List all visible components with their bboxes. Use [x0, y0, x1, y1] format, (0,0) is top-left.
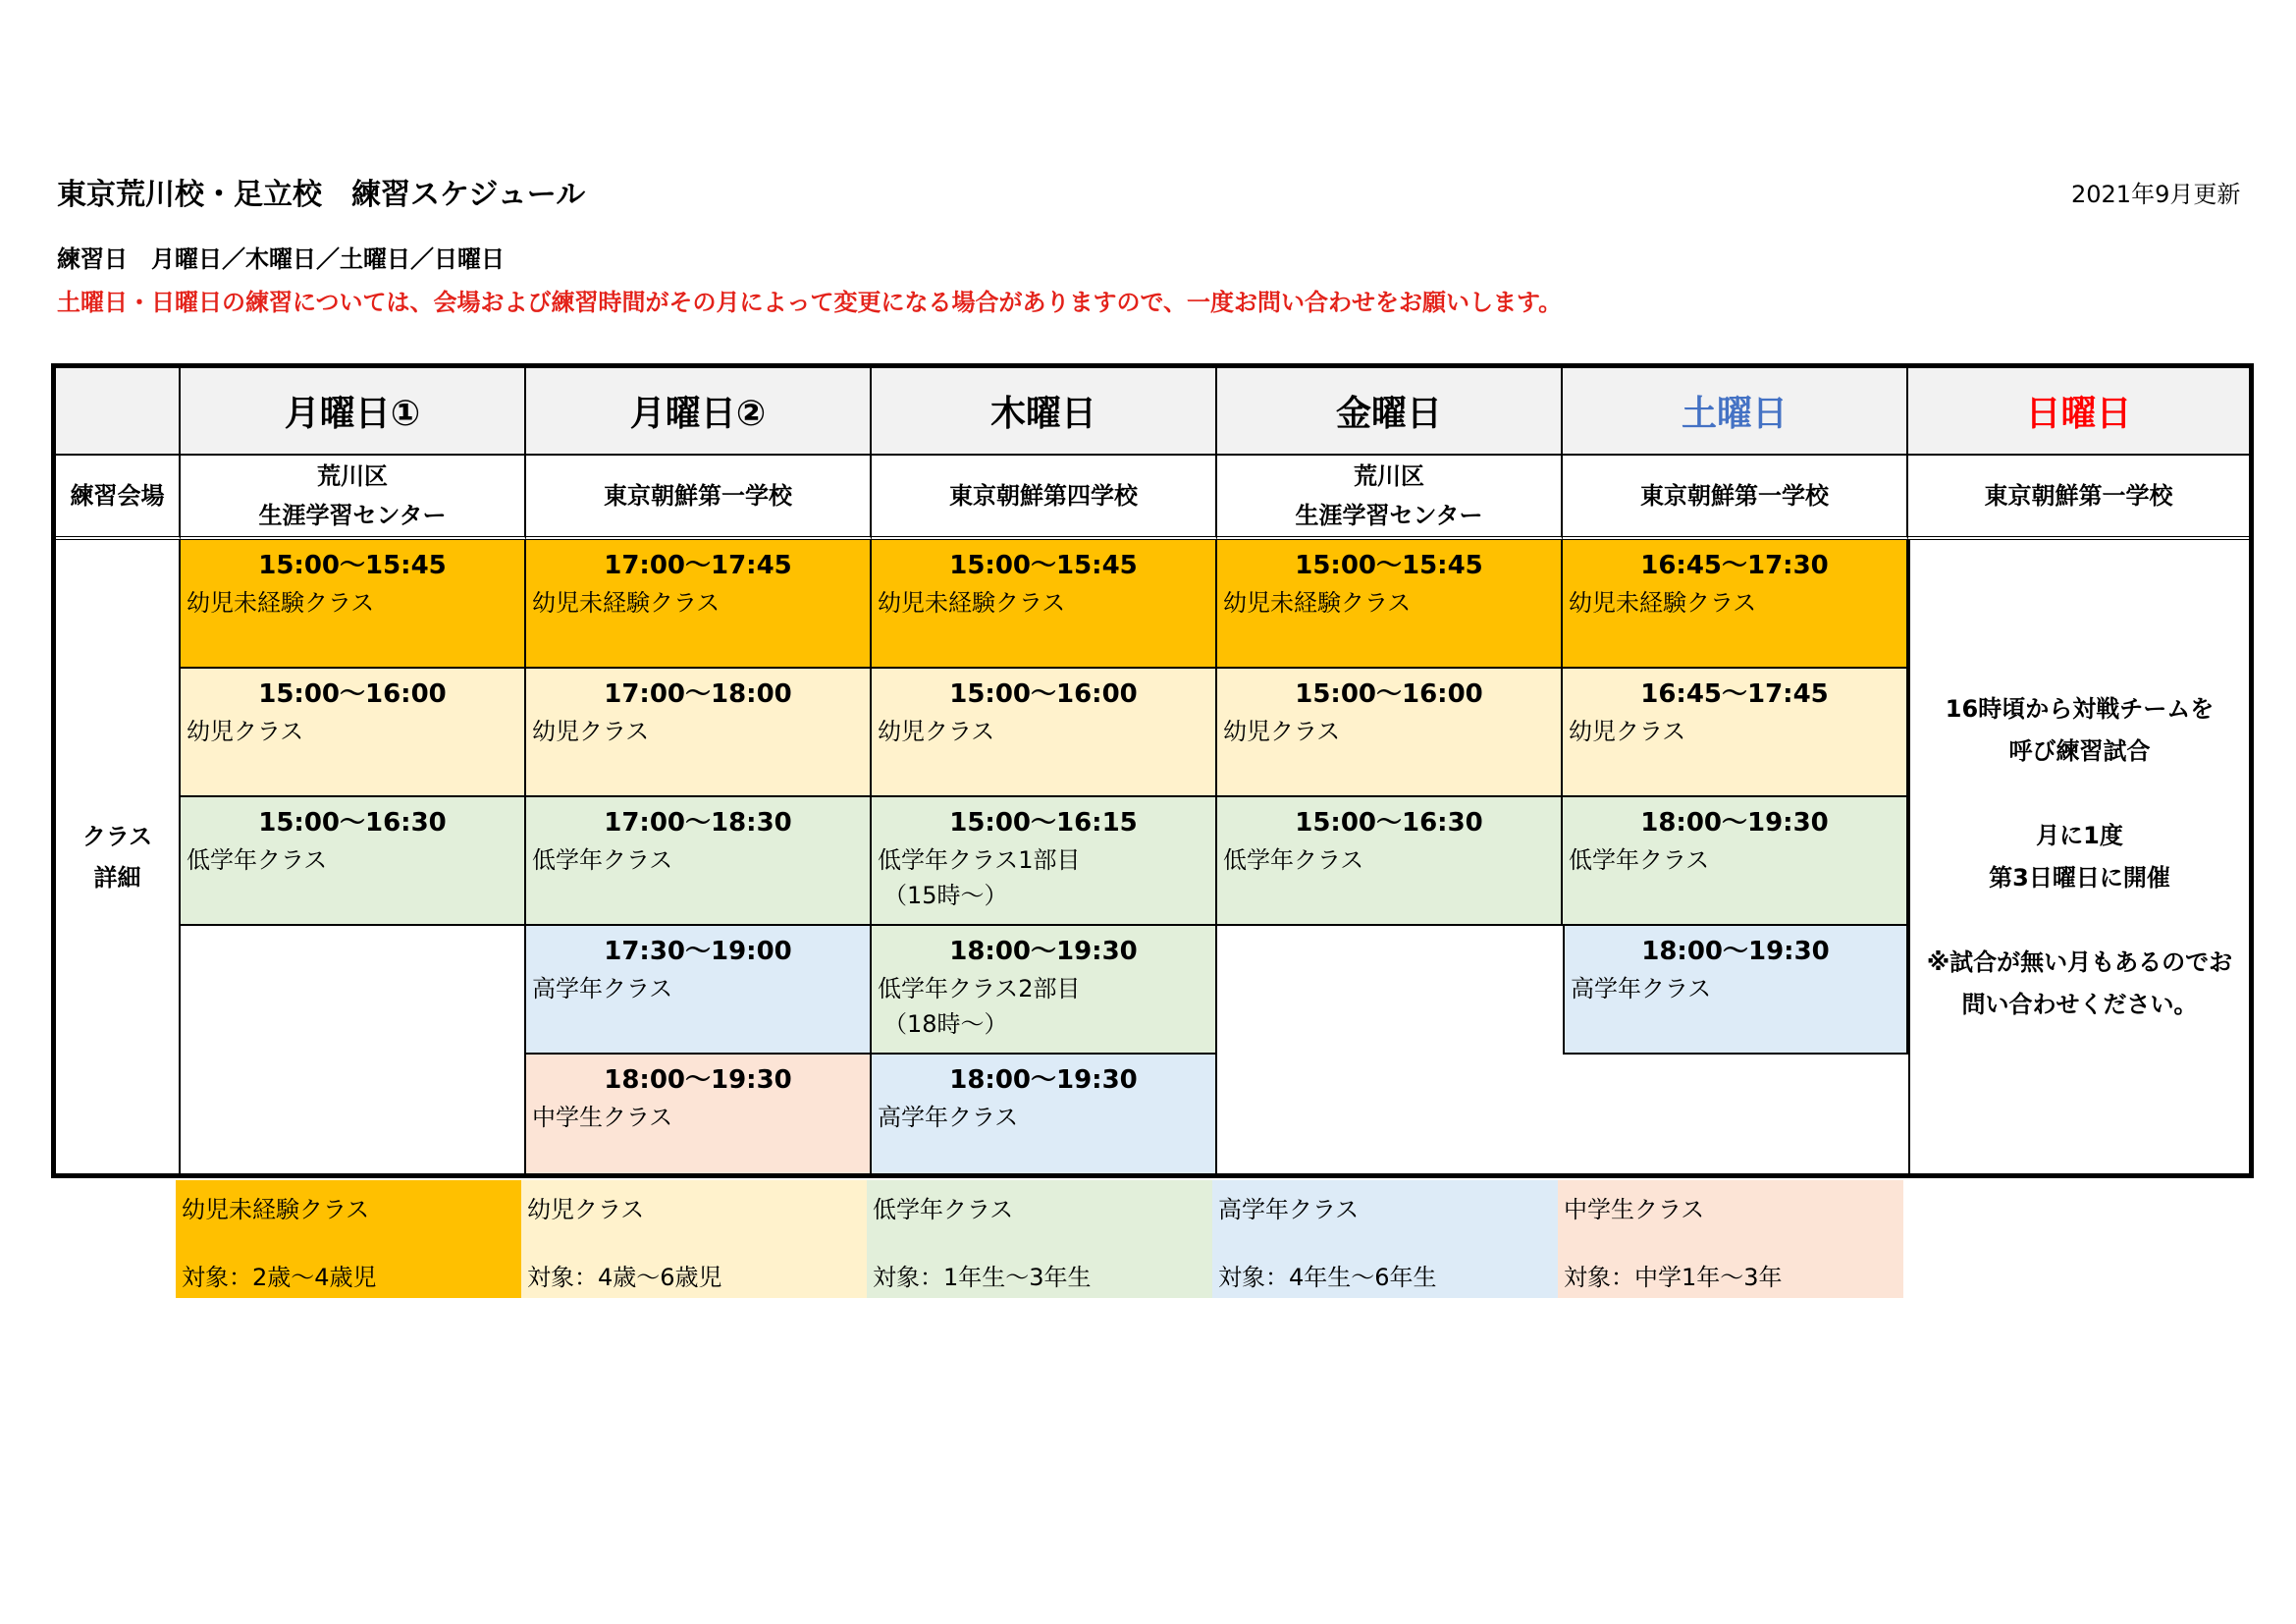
day-header-friday: 金曜日 — [1217, 368, 1563, 456]
venue-label: 練習会場 — [56, 456, 181, 540]
slot-saturday-kogakunen: 18:00〜19:30 高学年クラス — [1563, 926, 1908, 1055]
practice-days: 練習日 月曜日／木曜日／土曜日／日曜日 — [57, 245, 505, 273]
slot-saturday-yoji: 16:45〜17:45 幼児クラス — [1563, 669, 1908, 797]
slot-thursday-teigakunen-2: 18:00〜19:30 低学年クラス2部目 （18時〜） — [872, 926, 1217, 1055]
slot-monday-1-yoji: 15:00〜16:00 幼児クラス — [181, 669, 526, 797]
slot-saturday-teigakunen: 18:00〜19:30 低学年クラス — [1563, 797, 1908, 926]
class-detail-label: クラス 詳細 — [56, 540, 181, 1173]
slot-monday-1-mishikken: 15:00〜15:45 幼児未経験クラス — [181, 540, 526, 669]
slot-monday-1-teigakunen: 15:00〜16:30 低学年クラス — [181, 797, 526, 926]
day-header-monday-1: 月曜日① — [181, 368, 526, 456]
legend-mishikken: 幼児未経験クラス 対象：2歳〜4歳児 — [176, 1180, 521, 1298]
slot-thursday-teigakunen-1: 15:00〜16:15 低学年クラス1部目 （15時〜） — [872, 797, 1217, 926]
sunday-description: 16時頃から対戦チームを 呼び練習試合 月に1度 第3日曜日に開催 ※試合が無い月もあるのでお 問い合わせください。 — [1908, 540, 2249, 1173]
day-header-saturday: 土曜日 — [1563, 368, 1908, 456]
slot-saturday-mishikken: 16:45〜17:30 幼児未経験クラス — [1563, 540, 1908, 669]
page-title: 東京荒川校・足立校 練習スケジュール — [57, 178, 586, 212]
venue-monday-2: 東京朝鮮第一学校 — [526, 456, 872, 540]
weekend-notice: 土曜日・日曜日の練習については、会場および練習時間がその月によって変更になる場合がありますので、一度お問い合わせをお願いします。 — [57, 289, 1563, 316]
venue-thursday: 東京朝鮮第四学校 — [872, 456, 1217, 540]
slot-monday-2-teigakunen: 17:00〜18:30 低学年クラス — [526, 797, 872, 926]
slot-thursday-yoji: 15:00〜16:00 幼児クラス — [872, 669, 1217, 797]
slot-friday-yoji: 15:00〜16:00 幼児クラス — [1217, 669, 1563, 797]
legend-chugakusei: 中学生クラス 対象：中学1年〜3年 — [1558, 1180, 1903, 1298]
updated-date: 2021年9月更新 — [2071, 181, 2241, 208]
legend-kogakunen: 高学年クラス 対象：4年生〜6年生 — [1212, 1180, 1558, 1298]
day-header-sunday: 日曜日 — [1908, 368, 2249, 456]
venue-saturday: 東京朝鮮第一学校 — [1563, 456, 1908, 540]
schedule-table — [51, 363, 2254, 1178]
header-corner — [56, 368, 181, 456]
slot-friday-empty — [1217, 926, 1563, 1173]
slot-monday-2-mishikken: 17:00〜17:45 幼児未経験クラス — [526, 540, 872, 669]
venue-friday: 荒川区 生涯学習センター — [1217, 456, 1563, 540]
day-header-monday-2: 月曜日② — [526, 368, 872, 456]
venue-sunday: 東京朝鮮第一学校 — [1908, 456, 2249, 540]
slot-monday-2-kogakunen: 17:30〜19:00 高学年クラス — [526, 926, 872, 1055]
slot-friday-teigakunen: 15:00〜16:30 低学年クラス — [1217, 797, 1563, 926]
slot-friday-mishikken: 15:00〜15:45 幼児未経験クラス — [1217, 540, 1563, 669]
legend-teigakunen: 低学年クラス 対象：1年生〜3年生 — [867, 1180, 1212, 1298]
day-header-thursday: 木曜日 — [872, 368, 1217, 456]
slot-monday-2-yoji: 17:00〜18:00 幼児クラス — [526, 669, 872, 797]
venue-monday-1: 荒川区 生涯学習センター — [181, 456, 526, 540]
slot-thursday-mishikken: 15:00〜15:45 幼児未経験クラス — [872, 540, 1217, 669]
slot-thursday-kogakunen: 18:00〜19:30 高学年クラス — [872, 1055, 1217, 1173]
legend-yoji: 幼児クラス 対象：4歳〜6歳児 — [521, 1180, 867, 1298]
slot-monday-1-empty — [181, 926, 526, 1173]
slot-monday-2-chugakusei: 18:00〜19:30 中学生クラス — [526, 1055, 872, 1173]
